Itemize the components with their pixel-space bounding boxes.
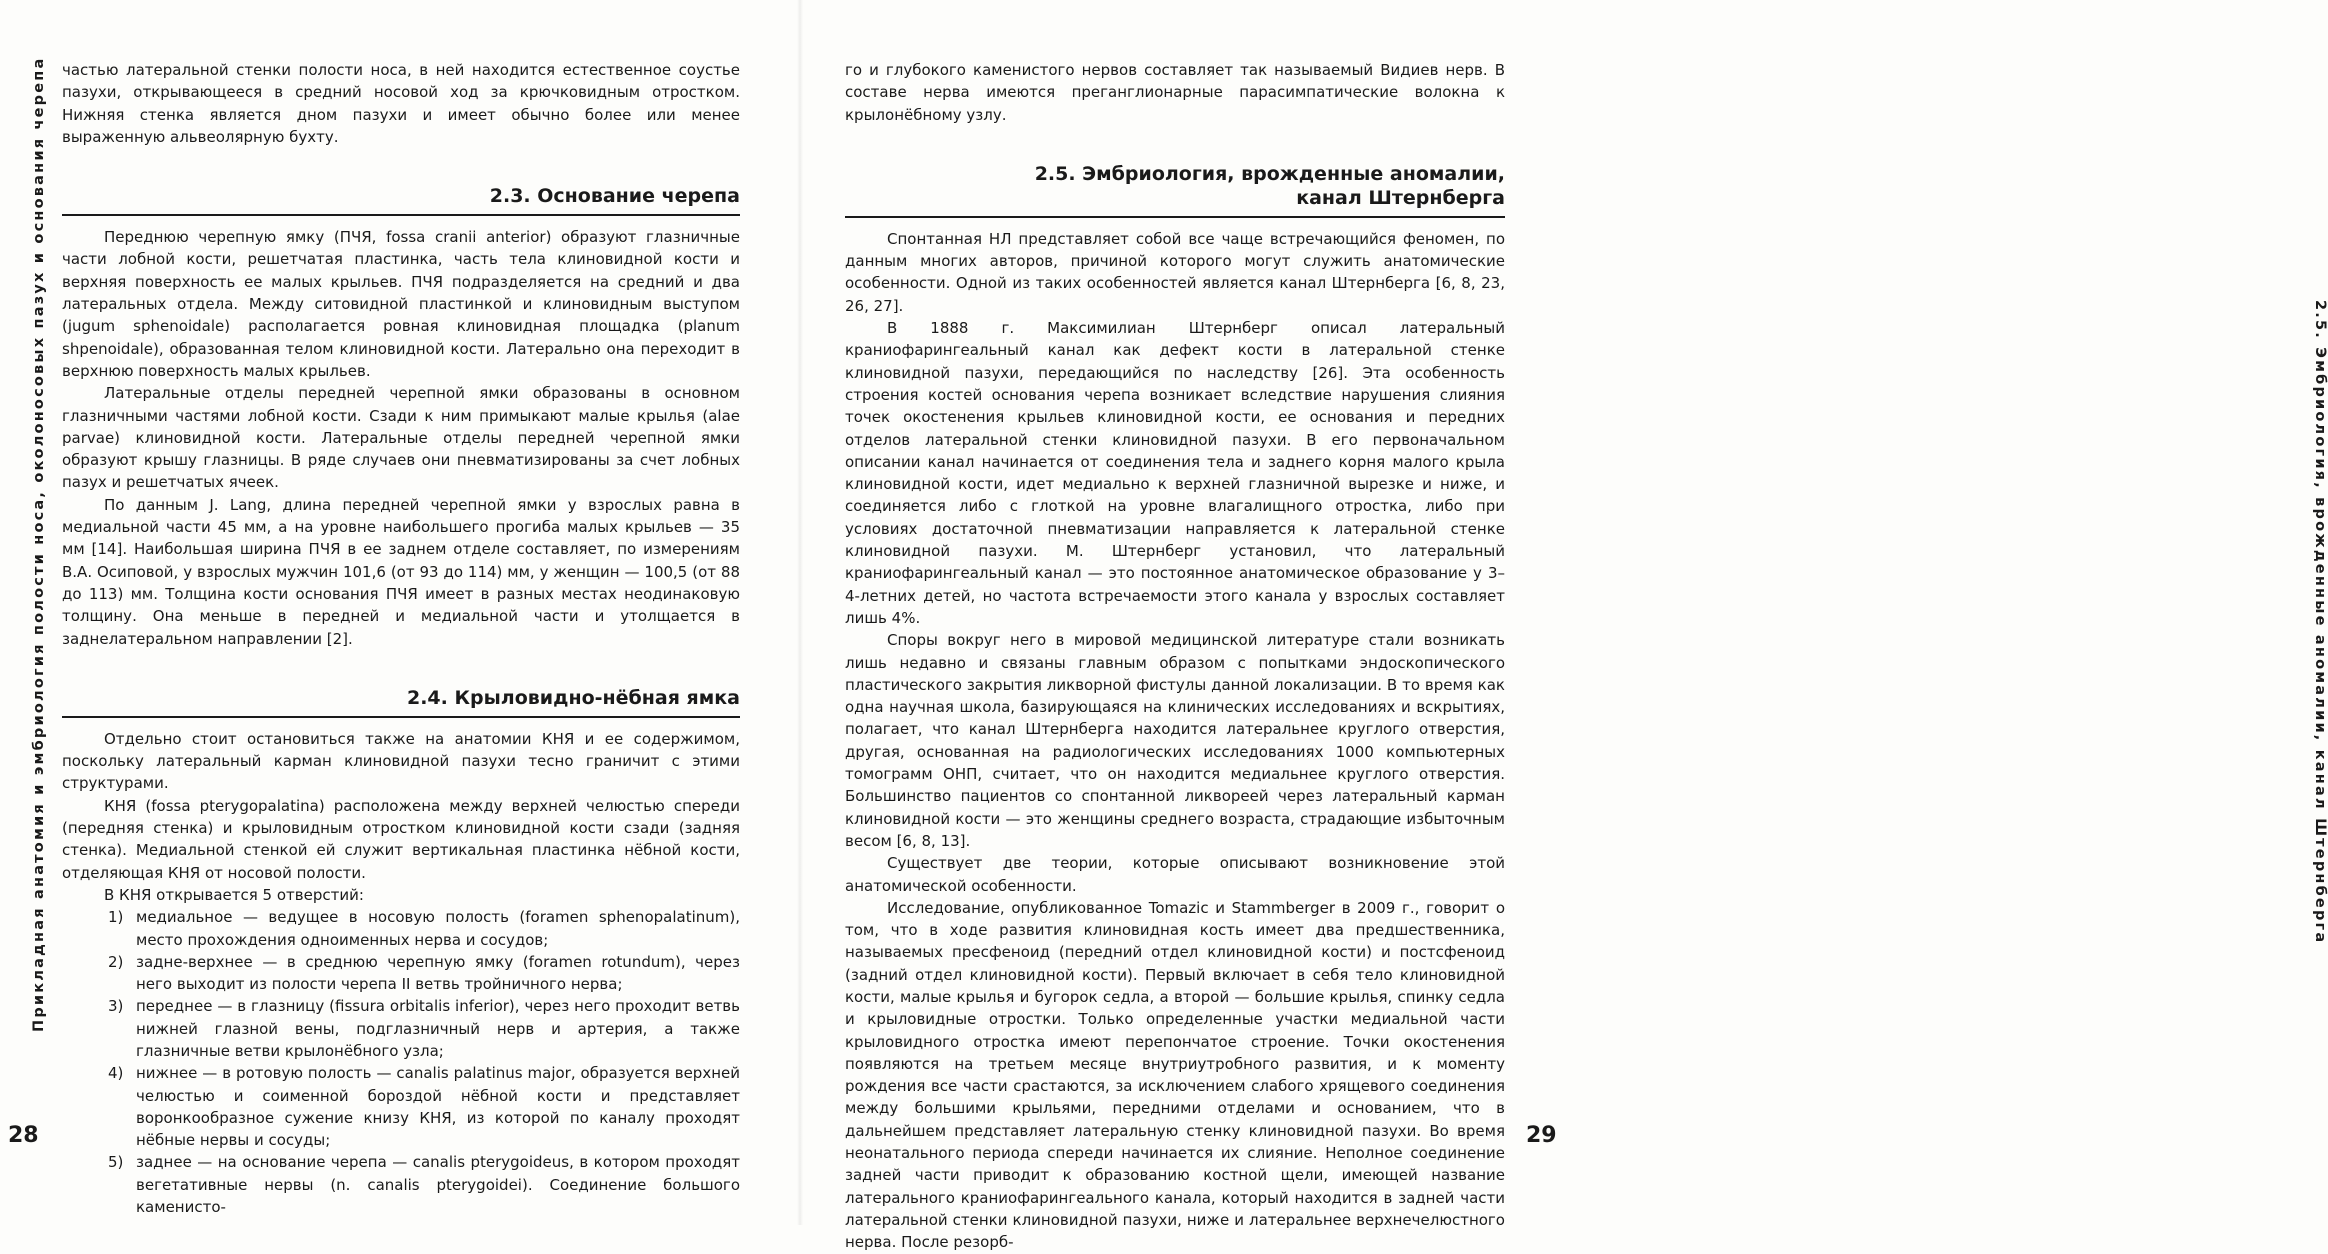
list-item-text: задне-верхнее — в среднюю черепную ямку (foramen rotundum), через него выходит из полости черепа II ветвь тройничного нерва; — [136, 952, 740, 994]
list-item-number: 1) — [108, 908, 124, 927]
left-page-number: 28 — [8, 1123, 39, 1148]
section-2-5 — [845, 162, 1505, 1254]
section-2-3-paragraph: Переднюю черепную ямку (ПЧЯ, fossa cranii anterior) образуют глазничные части лобной кости, решетчатая пластинка, часть тела клиновидной кости и верхняя поверхность ее малых крыльев. ПЧЯ подразделяется на средний и два латеральных отдела. Между ситовидной пластинкой и клиновидным выступом (jugum sphenoidale) располагается ровная клиновидная площадка (planum shpenoidale), образованная телом клиновидной кости. Латерально она переходит в верхнюю поверхность малых крыльев. — [62, 228, 740, 380]
left-running-head: Прикладная анатомия и эмбриология полости носа, околоносовых пазух и основания черепа — [31, 56, 47, 1032]
list-item — [108, 1151, 740, 1218]
right-running-head: 2.5. Эмбриология, врожденные аномалии, канал Штернберга — [2312, 300, 2328, 945]
list-item-number: 2) — [108, 952, 124, 971]
list-item — [108, 951, 740, 996]
list-item-text: заднее — на основание черепа — canalis pterygoideus, в котором проходят вегетативные нервы (n. canalis pterygoidei). Соединение большого каменисто- — [136, 1153, 740, 1217]
right-page — [800, 0, 2328, 1252]
section-2-5-title-line: канал Штернберга — [1296, 186, 1505, 209]
section-2-4-title: 2.4. Крыловидно-нёбная ямка — [62, 686, 740, 718]
openings-list-wrap — [62, 906, 740, 1218]
section-2-4-paragraph: КНЯ (fossa pterygopalatina) расположена между верхней челюстью спереди (передняя стенка) и крыловидным отростком клиновидной кости сзади (задняя стенка). Медиальной стенкой ей служит вертикальная пластинка нёбной кости, отделяющая КНЯ от носовой полости. — [62, 796, 740, 882]
right-intro-paragraph: го и глубокого каменистого нервов составляет так называемый Видиев нерв. В составе нерва имеются преганглионарные парасимпатические волокна к крылонёбному узлу. — [845, 61, 1505, 124]
list-item-text: нижнее — в ротовую полость — canalis palatinus major, образуется верхней челюстью и соименной бороздой нёбной кости и представляет воронкообразное сужение книзу КНЯ, из которой по каналу проходят нёбные нервы и сосуды; — [136, 1064, 740, 1150]
section-2-5-title-line: 2.5. Эмбриология, врожденные аномалии, — [1034, 162, 1505, 185]
section-2-5-paragraph: Существует две теории, которые описывают возникновение этой анатомической особенности. — [845, 854, 1505, 895]
right-page-number: 29 — [1526, 1123, 1557, 1148]
section-2-4-paragraph: Отдельно стоит остановиться также на анатомии КНЯ и ее содержимом, поскольку латеральный карман клиновидной пазухи тесно граничит с этими структурами. — [62, 729, 740, 793]
section-2-3 — [62, 184, 740, 650]
list-item-number: 4) — [108, 1064, 124, 1083]
section-2-5-title — [845, 162, 1505, 218]
list-item-text: медиальное — ведущее в носовую полость (foramen sphenopalatinum), место прохождения одноименных нерва и сосудов; — [136, 908, 740, 949]
openings-list-intro: В КНЯ открывается 5 отверстий: — [104, 885, 364, 904]
list-item-text: переднее — в глазницу (fissura orbitalis inferior), через него проходит ветвь нижней глазной вены, подглазничный нерв и артерия, а также глазничные ветви крылонёбного узла; — [136, 997, 740, 1060]
section-2-3-paragraph: Латеральные отделы передней черепной ямки образованы в основном глазничными частями лобной кости. Сзади к ним примыкают малые крылья (alae parvae) клиновидной кости. Латеральные отделы передней черепной ямки образуют крышу глазницы. В ряде случаев они пневматизированы за счет лобных пазух и решетчатых ячеек. — [62, 384, 740, 492]
openings-list — [108, 906, 740, 1218]
right-text-column — [845, 59, 1505, 1254]
left-intro-paragraph: частью латеральной стенки полости носа, в ней находится естественное соустье пазухи, открывающееся в средний носовой ход за крючковидным отростком. Нижняя стенка является дном пазухи и имеет обычно более или менее выраженную альвеолярную бухту. — [62, 61, 740, 146]
list-item — [108, 906, 740, 951]
section-2-5-paragraph: Исследование, опубликованное Tomazic и Stammberger в 2009 г., говорит о том, что в ходе развития клиновидная кость имеет два предшественника, называемых пресфеноид (передний отдел клиновидной кости) и постсфеноид (задний отдел клиновидной кости). Первый включает в себя тело клиновидной кости, малые крылья и бугорок седла, а второй — большие крылья, спинку седла и крыловидные отростки. Только определенные участки медиальной части крыловидного отростка имеют перепончатое строение. Точки окостенения появляются на третьем месяце внутриутробного развития, и к моменту рождения все части срастаются, за исключением слабого хрящевого соединения между большими крыльями, передними отделами и основанием, что в дальнейшем представляет латеральную стенку клиновидной пазухи. Во время неонатального периода спереди начинается их слияние. Неполное соединение задней части приводит к образованию костной щели, имеющей название латерального краниофарингеального канала, который находится в задней части латеральной стенки клиновидной пазухи, ниже и латеральнее верхнечелюстного нерва. После резорб- — [845, 898, 1505, 1252]
section-2-5-paragraph: Споры вокруг него в мировой медицинской литературе стали возникать лишь недавно и связаны главным образом с попытками эндоскопического пластического закрытия ликворной фистулы данной локализации. В то время как одна научная школа, базирующаяся на клинических исследованиях и вскрытиях, полагает, что канал Штернберга находится латеральнее круглого отверстия, другая, основанная на радиологических исследованиях 1000 компьютерных томограмм ОНП, считает, что он находится медиальнее круглого отверстия. Большинство пациентов со спонтанной ликвореей через латеральный карман клиновидной кости — это женщины среднего возраста, страдающие избыточным весом [6, 8, 13]. — [845, 631, 1505, 850]
section-2-5-paragraph: В 1888 г. Максимилиан Штернберг описал латеральный краниофарингеальный канал как дефект кости в латеральной стенке клиновидной пазухи, передающийся по наследству [26]. Эта особенность строения костей основания черепа возникает вследствие нарушения слияния точек окостенения крыльев клиновидной кости, ее основания и передних отделов латеральной стенки клиновидной пазухи. В его первоначальном описании канал начинается от соединения тела и заднего корня малого крыла клиновидной кости, идет медиально к верхней глазничной вырезке и ниже, и соединяется либо с глоткой на уровне влагалищного отростка, либо при условиях достаточной пневматизации направляется к латеральной стенке клиновидной пазухи. М. Штернберг установил, что латеральный краниофарингеальный канал — это постоянное анатомическое образование у 3–4-летних детей, но частота встречаемости этого канала у взрослых составляет лишь 4%. — [845, 319, 1505, 627]
section-2-4 — [62, 686, 740, 1219]
list-item — [108, 1062, 740, 1151]
left-page — [0, 0, 800, 1225]
list-item — [108, 995, 740, 1062]
left-text-column — [62, 59, 740, 1218]
section-2-3-title: 2.3. Основание черепа — [62, 184, 740, 216]
section-2-5-paragraph: Спонтанная НЛ представляет собой все чаще встречающийся феномен, по данным многих авторов, причиной которого могут служить анатомические особенности. Одной из таких особенностей является канал Штернберга [6, 8, 23, 26, 27]. — [845, 229, 1505, 315]
list-item-number: 5) — [108, 1153, 124, 1172]
list-item-number: 3) — [108, 997, 124, 1016]
section-2-3-paragraph: По данным J. Lang, длина передней черепной ямки у взрослых равна в медиальной части 45 мм, а на уровне наибольшего прогиба малых крыльев — 35 мм [14]. Наибольшая ширина ПЧЯ в ее заднем отделе составляет, по измерениям В.А. Осиповой, у взрослых мужчин 101,6 (от 93 до 114) мм, у женщин — 100,5 (от 88 до 113) мм. Толщина кости основания ПЧЯ имеет в разных местах неодинаковую толщину. Она меньше в передней и медиальной части и утолщается в заднелатеральном направлении [2]. — [62, 495, 740, 648]
